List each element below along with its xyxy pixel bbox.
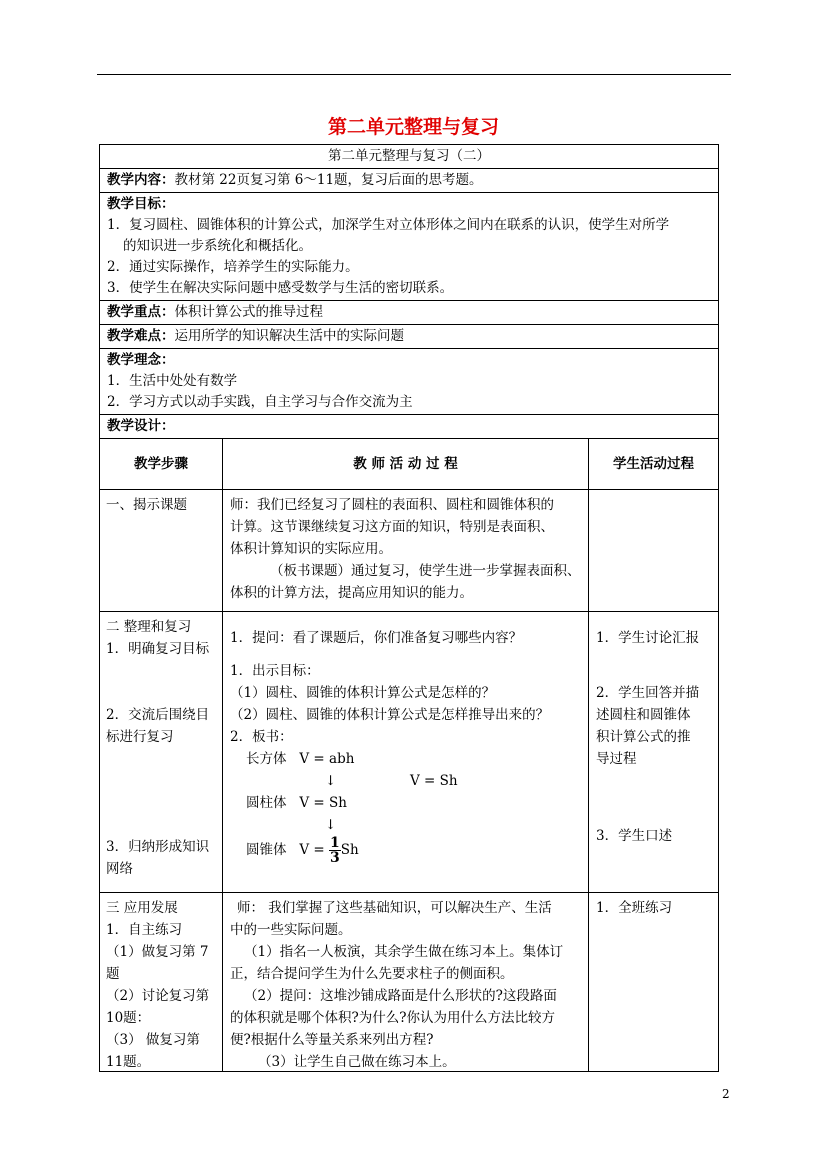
- goal-line: 1．复习圆柱、圆锥体积的计算公式，加深学生对立体形体之间内在联系的认识，使学生对所学: [107, 217, 670, 233]
- formula-cone: [230, 836, 581, 865]
- step-line: 题: [106, 966, 120, 982]
- col-header-student: 学生活动过程: [613, 456, 694, 472]
- step-line: 1．自主练习: [106, 922, 183, 938]
- teacher-line: （2）提问：这堆沙铺成路面是什么形状的?这段路面: [244, 988, 557, 1004]
- col-header-steps: 教学步骤: [100, 439, 223, 489]
- down-arrow-icon: ↓: [325, 773, 337, 789]
- section1-student: [589, 490, 718, 611]
- teacher-line: 体积的计算方法，提高应用知识的能力。: [230, 585, 473, 601]
- section1-teacher: [223, 490, 589, 611]
- goal-line: 3．使学生在解决实际问题中感受数学与生活的密切联系。: [107, 280, 454, 296]
- teacher-line: （3）让学生自己做在练习本上。: [258, 1054, 456, 1070]
- goal-line: 2．通过实际操作，培养学生的实际能力。: [107, 259, 359, 275]
- column-header-row: [100, 439, 718, 490]
- fraction-numerator: 1: [330, 835, 340, 851]
- difficulty-label: 教学难点：: [107, 328, 175, 344]
- teacher-line: 中的一些实际问题。: [230, 922, 352, 938]
- formula-general: V = Sh: [410, 773, 458, 789]
- section2-row: [100, 612, 718, 893]
- content-label: 教学内容：: [107, 172, 175, 188]
- table-subtitle: 第二单元整理与复习（二）: [100, 145, 718, 169]
- page-title: 第二单元整理与复习: [327, 116, 499, 138]
- step-item: 网络: [106, 861, 133, 877]
- teacher-question: 1．提问：看了课题后，你们准备复习哪些内容？: [230, 630, 523, 646]
- teacher-goal: 1．出示目标：: [230, 663, 320, 679]
- step-line: 三 应用发展: [106, 900, 178, 916]
- formula-arrow-row: [230, 770, 581, 792]
- formula-label: 圆锥体: [246, 842, 287, 858]
- goals-label: 教学目标：: [107, 196, 175, 212]
- student-item: 2．学生回答并描: [596, 685, 700, 701]
- section1-step: 一、揭示课题: [100, 490, 223, 611]
- formula-cylinder: [230, 792, 581, 814]
- lesson-table: [99, 144, 719, 1072]
- teacher-line: 师：我们已经复习了圆柱的表面积、圆柱和圆锥体积的: [230, 497, 554, 513]
- concept-label: 教学理念：: [107, 352, 175, 368]
- formula-label: 长方体: [246, 751, 287, 767]
- step-item: 标进行复习: [106, 729, 174, 745]
- step-item: 3．归纳形成知识: [106, 839, 210, 855]
- formula-cuboid: [230, 748, 581, 770]
- col-header-teacher: 教 师 活 动 过 程: [223, 439, 589, 489]
- teacher-line: 的体积就是哪个体积?为什么?你认为用什么方法比较方: [230, 1010, 555, 1026]
- section3-steps: [100, 893, 223, 1071]
- section3-row: [100, 893, 718, 1071]
- goals-row: [100, 193, 718, 301]
- student-item: 积计算公式的推: [596, 729, 691, 745]
- step-item: 2．交流后围绕目: [106, 707, 210, 723]
- step-line: 10题：: [106, 1010, 151, 1026]
- teacher-line: 正，结合提问学生为什么先要求柱子的侧面积。: [230, 966, 514, 982]
- student-item: 述圆柱和圆锥体: [596, 707, 691, 723]
- formula-value: V =: [299, 842, 325, 858]
- section1-row: [100, 490, 718, 612]
- design-label: 教学设计：: [100, 415, 718, 439]
- step-item: 1．明确复习目标: [106, 641, 210, 657]
- formula-label: 圆柱体: [246, 795, 287, 811]
- step-line: 11题。: [106, 1054, 151, 1070]
- fraction: [329, 836, 341, 865]
- formula-arrow-row: [230, 814, 581, 836]
- teacher-board: 2．板书：: [230, 729, 293, 745]
- teacher-line: 师： 我们掌握了这些基础知识，可以解决生产、生活: [237, 900, 552, 916]
- teacher-goal-1: （1）圆柱、圆锥的体积计算公式是怎样的？: [230, 685, 496, 701]
- teacher-goal-2: （2）圆柱、圆锥的体积计算公式是怎样推导出来的？: [230, 707, 550, 723]
- content-row: [100, 169, 718, 193]
- student-item: 3．学生口述: [596, 828, 673, 844]
- section2-teacher: [223, 612, 589, 892]
- key-label: 教学重点：: [107, 304, 175, 320]
- concept-line: 1．生活中处处有数学: [107, 373, 238, 389]
- formula-value: V = abh: [299, 751, 355, 767]
- page-number: 2: [722, 1087, 730, 1101]
- formula-value: V = Sh: [299, 795, 347, 811]
- student-item: 1．全班练习: [596, 900, 673, 916]
- content-text: 教材第 22页复习第 6～11题，复习后面的思考题。: [174, 172, 483, 188]
- header-rule: [97, 74, 731, 75]
- teacher-line: 体积计算知识的实际应用。: [230, 541, 392, 557]
- fraction-denominator: 3: [330, 850, 340, 866]
- section3-student: [589, 893, 718, 1071]
- key-row: [100, 301, 718, 325]
- student-item: 1．学生讨论汇报: [596, 630, 700, 646]
- key-text: 体积计算公式的推导过程: [174, 304, 323, 320]
- difficulty-row: [100, 325, 718, 349]
- section2-student: [589, 612, 718, 892]
- formula-value: Sh: [340, 842, 359, 858]
- step-line: （2）讨论复习第: [106, 988, 210, 1004]
- section3-teacher: [223, 893, 589, 1071]
- step-title: 二 整理和复习: [106, 619, 192, 635]
- concept-line: 2．学习方式以动手实践，自主学习与合作交流为主: [107, 394, 413, 410]
- student-item: 导过程: [596, 751, 637, 767]
- step-line: （3） 做复习第: [106, 1032, 200, 1048]
- section2-steps: [100, 612, 223, 892]
- teacher-line: （1）指名一人板演，其余学生做在练习本上。集体订: [244, 944, 564, 960]
- down-arrow-icon: ↓: [325, 817, 337, 833]
- teacher-line: （板书课题）通过复习，使学生进一步掌握表面积、: [270, 563, 581, 579]
- teacher-line: 计算。这节课继续复习这方面的知识，特别是表面积、: [230, 519, 554, 535]
- step-line: （1）做复习第 7: [106, 944, 209, 960]
- concept-row: [100, 349, 718, 415]
- goal-line: 的知识进一步系统化和概括化。: [123, 238, 312, 254]
- teacher-line: 便?根据什么等量关系来列出方程?: [230, 1032, 434, 1048]
- difficulty-text: 运用所学的知识解决生活中的实际问题: [174, 328, 404, 344]
